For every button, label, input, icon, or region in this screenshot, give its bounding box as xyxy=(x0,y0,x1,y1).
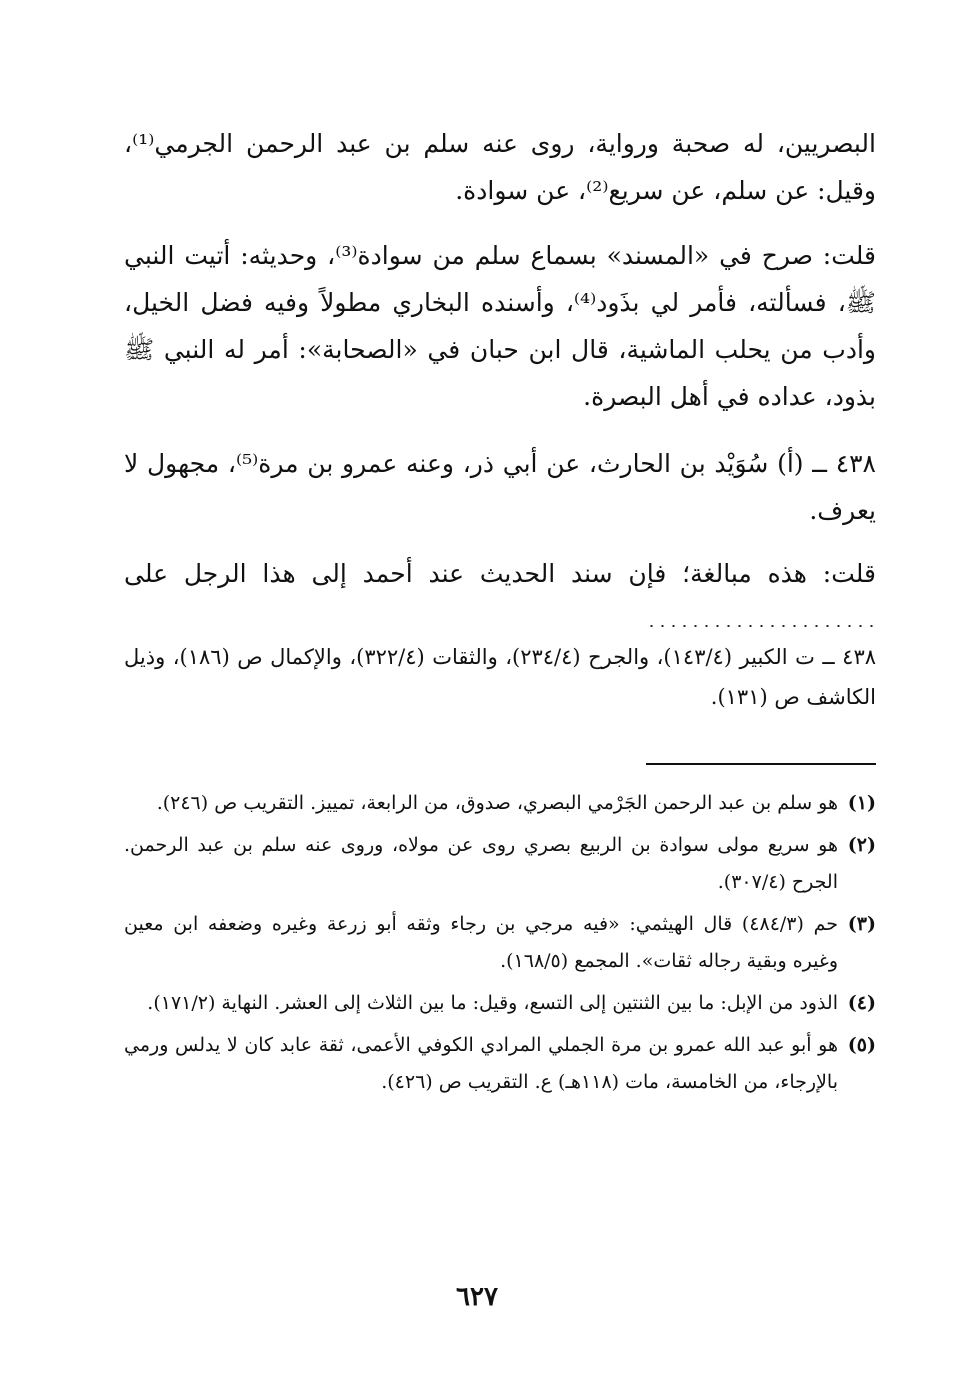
entry-438-paragraph: ٤٣٨ ــ (أ) سُوَيْد بن الحارث، عن أبي ذر، وعنه عمرو بن مرة⁽⁵⁾، مجهول لا يعرف. xyxy=(124,449,876,525)
body-paragraph-4: قلت: هذه مبالغة؛ فإن سند الحديث عند أحمد إلى هذا الرجل على xyxy=(124,559,876,588)
footnote-number: (٤) xyxy=(847,992,876,1014)
footnote-separator xyxy=(124,763,876,781)
footnote-5 xyxy=(124,1027,876,1101)
footnotes-list xyxy=(124,785,876,1101)
footnote-3 xyxy=(124,906,876,980)
footnote-4 xyxy=(124,985,876,1022)
body-paragraph-2: قلت: صرح في «المسند» بسماع سلم من سوادة⁽³⁾، وحديثه: أتيت النبي ﷺ، فسألته، فأمر لي بذَود⁽⁴⁾، وأسنده البخاري مطولاً وفيه فضل الخيل، وأدب من يحلب الماشية، قال ابن حبان في «الصحابة»: أمر له النبي ﷺ بذود، عداده في أهل البصرة. xyxy=(124,241,877,411)
entry-sources-note: ٤٣٨ ــ ت الكبير (١٤٣/٤)، والجرح (٢٣٤/٤)، والثقات (٣٢٢/٤)، والإكمال ص (١٨٦)، وذيل الكاشف ص (١٣١). xyxy=(124,645,877,709)
footnote-text: حم (٤٨٤/٣) قال الهيثمي: «فيه مرجي بن رجاء وثقه أبو زرعة وغيره وضعفه ابن معين وغيره وبقية رجاله ثقات». المجمع (١٦٨/٥). xyxy=(124,913,838,972)
footnote-text: الذود من الإبل: ما بين الثنتين إلى التسع، وقيل: ما بين الثلاث إلى العشر. النهاية (١٧١/٢). xyxy=(147,992,838,1014)
footnote-text: هو سريع مولى سوادة بن الربيع بصري روى عن مولاه، وروى عنه سلم بن عبد الرحمن. الجرح (٣٠٧/٤). xyxy=(124,834,838,893)
page-content xyxy=(124,120,876,1106)
footnote-number: (٥) xyxy=(847,1034,876,1056)
footnote-number: (٣) xyxy=(847,913,876,935)
dotted-separator xyxy=(124,617,876,635)
footnote-text: هو سلم بن عبد الرحمن الجَرْمي البصري، صدوق، من الرابعة، تمييز. التقريب ص (٢٤٦). xyxy=(156,792,838,814)
body-paragraph-1: البصريين، له صحبة ورواية، روى عنه سلم بن عبد الرحمن الجرمي⁽¹⁾، وقيل: عن سلم، عن سريع⁽²⁾، عن سوادة. xyxy=(124,129,876,205)
footnote-number: (١) xyxy=(847,792,876,814)
page-number: ٦٢٧ xyxy=(456,1282,498,1312)
footnote-1 xyxy=(124,785,876,822)
footnote-2 xyxy=(124,827,876,901)
footnote-number: (٢) xyxy=(847,834,876,856)
footnote-text: هو أبو عبد الله عمرو بن مرة الجملي المرادي الكوفي الأعمى، ثقة عابد كان لا يدلس ورمي بالإرجاء، من الخامسة، مات (١١٨هـ) ع. التقريب ص (٤٢٦). xyxy=(124,1034,838,1093)
